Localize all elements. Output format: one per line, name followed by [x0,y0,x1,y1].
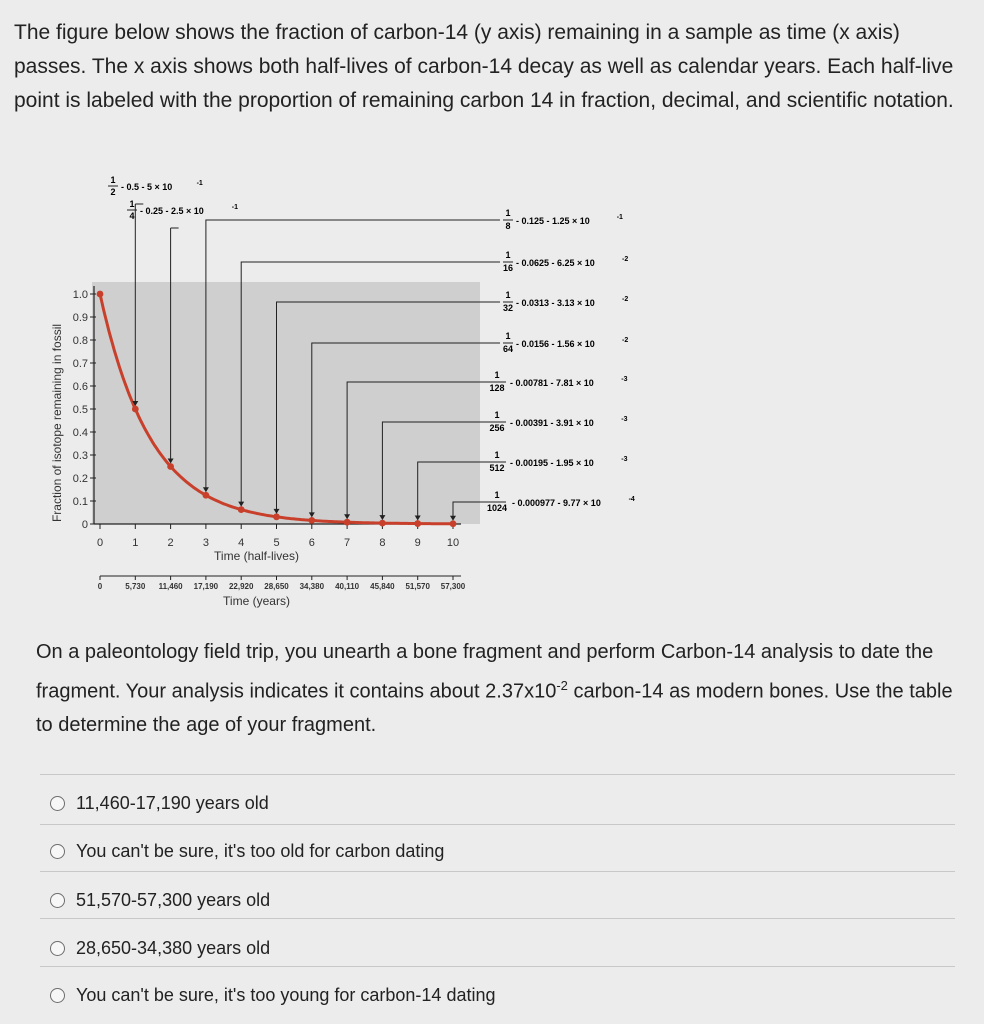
y-tick-label: 1.0 [72,289,88,301]
data-point [308,517,315,524]
fraction-denominator: 16 [502,263,514,273]
year-tick-label: 34,380 [299,582,325,591]
separator [40,871,955,872]
data-point [97,291,104,298]
question-text [36,636,961,742]
year-axis-title: Time (years) [223,594,290,608]
annotation-exponent: -2 [622,256,629,263]
year-tick-label: 0 [97,582,103,591]
answer-option-2[interactable] [50,841,444,862]
annotation-value: - 0.00781 - 7.81 × 10 [510,378,594,388]
annotation-value: - 0.00195 - 1.95 × 10 [510,458,594,468]
y-tick-label: 0.8 [72,335,88,347]
y-tick-label: 0.6 [72,381,88,393]
fraction-denominator: 1024 [486,503,508,513]
annotation-value: - 0.00391 - 3.91 × 10 [510,418,594,428]
fraction-denominator: 256 [489,423,505,433]
annotation-exponent: -1 [196,180,203,187]
fraction-numerator: 1 [494,370,500,380]
fraction-numerator: 1 [129,199,135,209]
radio-icon[interactable] [50,988,65,1003]
annotation-exponent: -3 [621,376,628,383]
annotation-value: - 0.5 - 5 × 10 [121,182,173,192]
plot-area [92,282,480,524]
separator [40,824,955,825]
question-text-before: On a paleontology field trip, you unearth a bone fragment and perform Carbon-14 analysis to date the fragment. Your analysis indicates it contains about 2.37x10 [36,641,934,703]
fraction-numerator: 1 [505,290,511,300]
x-tick-label: 7 [344,537,351,549]
fraction-numerator: 1 [494,410,500,420]
x-tick-label: 3 [202,537,209,549]
data-point [379,520,386,527]
annotation-exponent: -4 [628,496,635,503]
annotation-value: - 0.25 - 2.5 × 10 [140,206,204,216]
annotation-exponent: -3 [621,416,628,423]
fraction-numerator: 1 [505,208,511,218]
x-tick-label: 10 [446,537,460,549]
fraction-denominator: 128 [489,383,505,393]
fraction-denominator: 8 [505,221,511,231]
answer-option-label: 28,650-34,380 years old [76,938,271,958]
y-axis-title: Fraction of isotope remaining in fossil [50,323,64,523]
year-tick-label: 40,110 [335,582,360,591]
x-axis-title: Time (half-lives) [214,549,299,563]
data-point [238,506,245,513]
y-tick-label: 0.3 [72,450,88,462]
answer-option-3[interactable] [50,890,270,911]
fraction-denominator: 4 [129,211,135,221]
data-point [273,513,280,520]
annotation-exponent: -1 [231,204,239,211]
data-point [167,463,174,470]
data-point [203,492,210,499]
x-tick-label: 9 [414,537,421,549]
year-tick-label: 17,190 [193,582,219,591]
data-point [132,406,139,413]
fraction-numerator: 1 [494,490,500,500]
answer-option-1[interactable] [50,793,269,814]
year-tick-label: 22,920 [228,582,254,591]
x-tick-label: 5 [273,537,280,549]
fraction-denominator: 2 [110,187,116,197]
intro-text: The figure below shows the fraction of carbon-14 (y axis) remaining in a sample as time (x axis) passes. The x axis shows both half-lives of carbon-14 decay as well as calendar years. Each half-live point is labeled with the proportion of remaining carbon 14 in fraction, decimal, and scientific notation. [14,21,954,112]
data-point [450,520,457,527]
question-exponent: -2 [556,678,568,693]
radio-icon[interactable] [50,844,65,859]
data-point [344,519,351,526]
answer-option-4[interactable] [50,938,270,959]
annotation-value: - 0.125 - 1.25 × 10 [516,216,590,226]
x-tick-label: 6 [308,537,315,549]
fraction-numerator: 1 [505,331,511,341]
question-text-after: carbon-14 as modern bones. Use the table to determine the age of your fragment. [36,680,953,736]
x-tick-label: 4 [238,537,245,549]
separator [40,774,955,775]
fraction-denominator: 64 [502,344,514,354]
annotation-value: - 0.0313 - 3.13 × 10 [516,298,595,308]
y-tick-label: 0.2 [72,473,88,485]
data-point [414,520,421,527]
y-tick-label: 0.7 [72,358,88,370]
separator [40,918,955,919]
answer-option-label: You can't be sure, it's too old for carbon dating [76,841,445,861]
radio-icon[interactable] [50,796,65,811]
year-tick-label: 51,570 [405,582,430,591]
year-tick-label: 5,730 [125,582,146,591]
fraction-numerator: 1 [110,175,116,185]
fraction-numerator: 1 [505,250,511,260]
y-tick-label: 0.9 [72,312,88,324]
answer-option-label: 11,460-17,190 years old [76,793,269,813]
annotation-exponent: -2 [622,337,629,344]
annotation-exponent: -3 [621,456,628,463]
annotation-value: - 0.000977 - 9.77 × 10 [512,498,601,508]
answer-option-label: 51,570-57,300 years old [76,890,271,910]
separator [40,966,955,967]
y-tick-label: 0.4 [72,427,88,439]
annotation-value: - 0.0156 - 1.56 × 10 [516,339,595,349]
fraction-denominator: 512 [489,463,505,473]
x-tick-label: 0 [96,537,104,549]
year-tick-label: 57,300 [440,582,466,591]
year-tick-label: 45,840 [370,582,395,591]
fraction-numerator: 1 [494,450,500,460]
radio-icon[interactable] [50,941,65,956]
answer-option-5[interactable] [50,985,495,1006]
decay-chart [0,150,984,620]
x-tick-label: 2 [167,537,174,549]
annotation-exponent: -2 [622,296,629,303]
y-tick-label: 0.1 [72,496,88,508]
radio-icon[interactable] [50,893,65,908]
y-tick-label: 0.5 [72,404,88,416]
x-tick-label: 1 [132,537,139,549]
y-tick-label: 0 [81,519,88,531]
annotation-value: - 0.0625 - 6.25 × 10 [516,258,595,268]
x-tick-label: 8 [379,537,386,549]
annotation-exponent: -1 [616,214,623,221]
answer-option-label: You can't be sure, it's too young for carbon-14 dating [76,985,496,1005]
year-tick-label: 28,650 [264,582,289,591]
fraction-denominator: 32 [502,303,514,313]
year-tick-label: 11,460 [158,582,183,591]
